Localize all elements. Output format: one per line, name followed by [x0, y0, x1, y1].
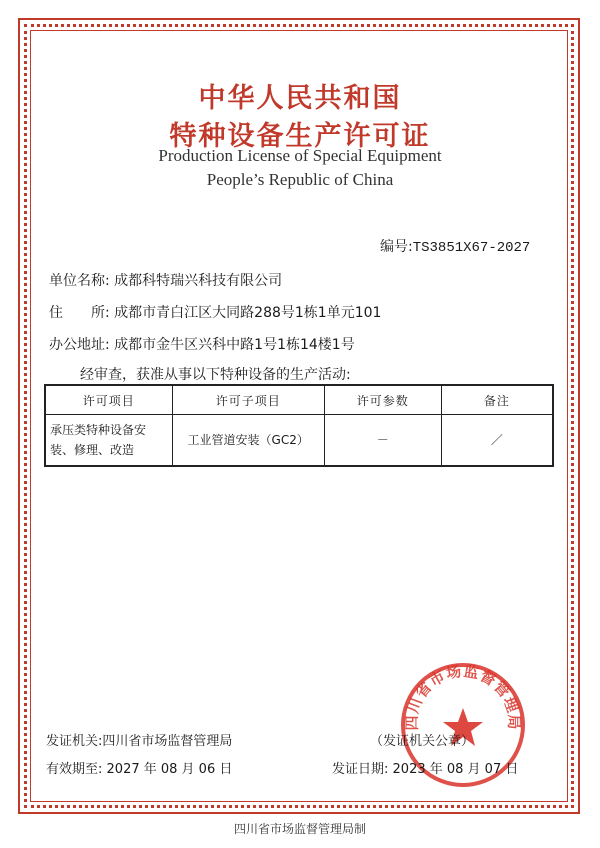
- field-company-name: [49, 270, 282, 290]
- intro-text: 经审查，获准从事以下特种设备的生产活动:: [80, 367, 351, 383]
- title-cn-line1: 中华人民共和国: [198, 83, 402, 114]
- table-cell: 工业管道安装（GC2）: [172, 415, 324, 467]
- bottom-note: 四川省市场监督管理局制: [233, 822, 366, 836]
- valid-until: [46, 758, 232, 777]
- title-cn-line2: 特种设备生产许可证: [169, 121, 431, 152]
- table-header: 备注: [441, 385, 553, 415]
- issue-date: [332, 758, 518, 777]
- table-cell: －: [324, 415, 441, 467]
- serial-value: TS3851X67-2027: [412, 240, 531, 256]
- issue-date-value: 2023 年 08 月 07 日: [392, 762, 519, 777]
- field-label: 单位名称:: [49, 273, 110, 289]
- valid-value: 2027 年 08 月 06 日: [106, 762, 233, 777]
- title-en-line1: Production License of Special Equipment: [158, 146, 442, 165]
- field-office-address: [49, 334, 355, 354]
- table-row: [45, 415, 553, 467]
- field-value: 成都市金牛区兴科中路1号1栋14楼1号: [114, 337, 355, 353]
- table-cell: ／: [441, 415, 553, 467]
- field-residence: [49, 302, 381, 322]
- field-label: 住 所:: [49, 305, 110, 321]
- table-header: 许可子项目: [172, 385, 324, 415]
- title-en-line2: People’s Republic of China: [206, 170, 394, 189]
- license-table: [44, 384, 554, 467]
- field-value: 成都市青白江区大同路288号1栋1单元101: [114, 305, 382, 321]
- table-header: 许可项目: [45, 385, 172, 415]
- issuing-authority: [46, 730, 232, 749]
- table-header-row: [45, 385, 553, 415]
- serial-label: 编号:: [380, 239, 413, 255]
- svg-text:四川省市场监督管理局: 四川省市场监督管理局: [402, 661, 524, 731]
- table-cell: 承压类特种设备安装、修理、改造: [45, 415, 172, 467]
- table-header: 许可参数: [324, 385, 441, 415]
- seal-note: （发证机关公章）: [370, 734, 475, 749]
- field-label: 办公地址:: [49, 337, 110, 353]
- serial-number: [380, 236, 530, 256]
- issuer-label: 发证机关:: [46, 734, 103, 749]
- field-value: 成都科特瑞兴科技有限公司: [114, 273, 283, 289]
- valid-label: 有效期至:: [46, 762, 103, 777]
- issuer-value: 四川省市场监督管理局: [102, 734, 233, 749]
- issue-date-label: 发证日期:: [332, 762, 389, 777]
